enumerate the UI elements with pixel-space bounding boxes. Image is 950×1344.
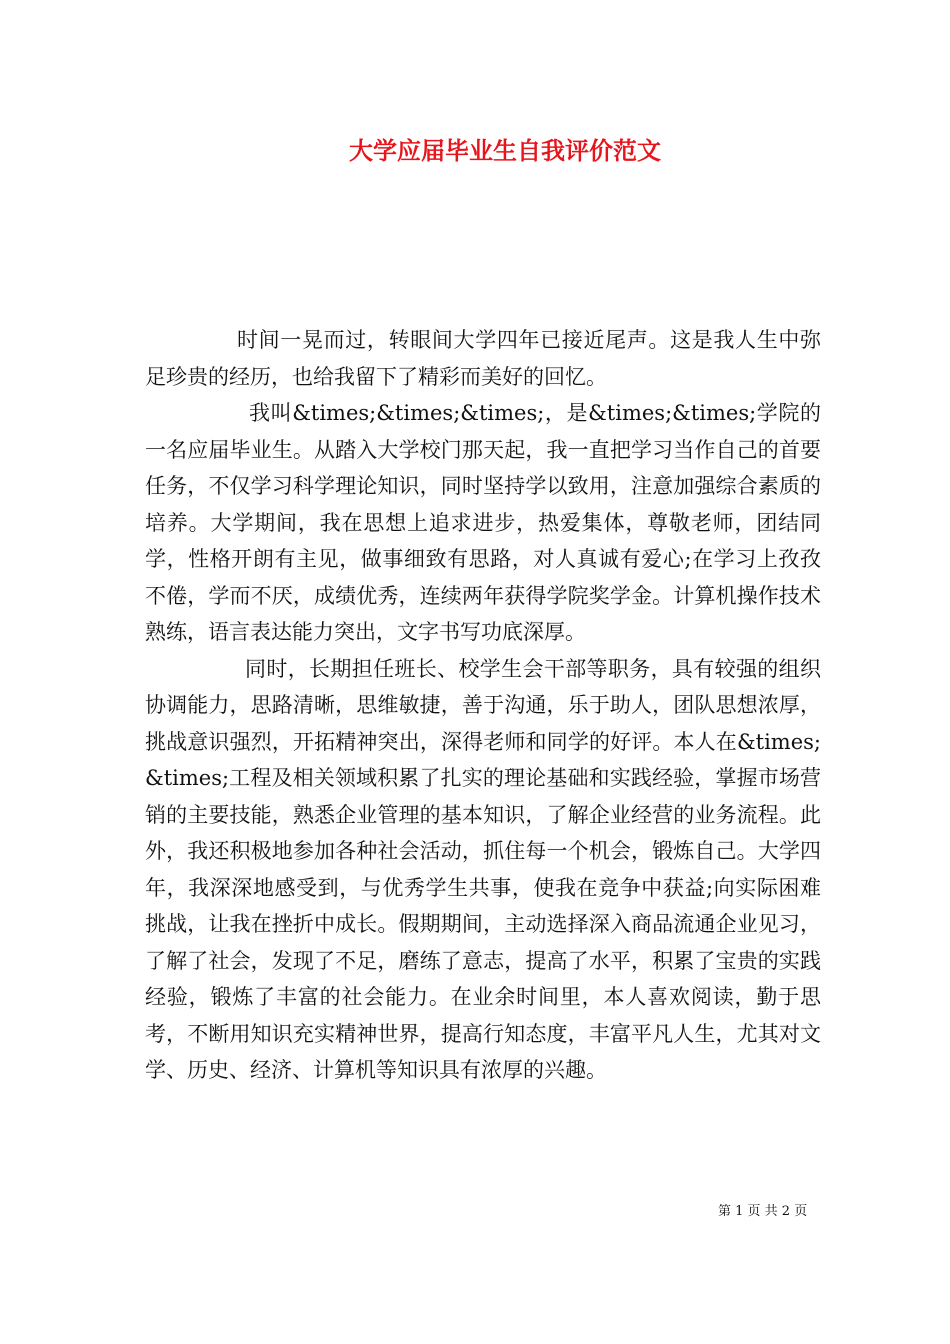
document-title: 大学应届毕业生自我评价范文	[349, 136, 661, 165]
paragraph-experience: 同时，长期担任班长、校学生会干部等职务，具有较强的组织协调能力，思路清晰，思维敏捷，善于沟通，乐于助人，团队思想浓厚，挑战意识强烈，开拓精神突出，深得老师和同学的好评。本人在&times;&times;工程及相关领域积累了扎实的理论基础和实践经验，掌握市场营销的主要技能，熟悉企业管理的基本知识，了解企业经营的业务流程。此外，我还积极地参加各种社会活动，抓住每一个机会，锻炼自己。大学四年，我深深地感受到，与优秀学生共事，使我在竞争中获益;向实际困难挑战，让我在挫折中成长。假期期间，主动选择深入商品流通企业见习，了解了社会，发现了不足，磨练了意志，提高了水平，积累了宝贵的实践经验，锻炼了丰富的社会能力。在业余时间里，本人喜欢阅读，勤于思考，不断用知识充实精神世界，提高行知态度，丰富平凡人生，尤其对文学、历史、经济、计算机等知识具有浓厚的兴趣。	[145, 656, 821, 1082]
paragraph-self-introduction: 我叫&times;&times;&times;，是&times;&times;学院的一名应届毕业生。从踏入大学校门那天起，我一直把学习当作自己的首要任务，不仅学习科学理论知识，同时坚持学以致用，注意加强综合素质的培养。大学期间，我在思想上追求进步，热爱集体，尊敬老师，团结同学，性格开朗有主见，做事细致有思路，对人真诚有爱心;在学习上孜孜不倦，学而不厌，成绩优秀，连续两年获得学院奖学金。计算机操作技术熟练，语言表达能力突出，文字书写功底深厚。	[145, 401, 821, 644]
paragraph-intro: 时间一晃而过，转眼间大学四年已接近尾声。这是我人生中弥足珍贵的经历，也给我留下了精彩而美好的回忆。	[145, 328, 821, 389]
page-number-footer: 第 1 页 共 2 页	[718, 1204, 808, 1219]
document-body	[145, 322, 821, 1089]
